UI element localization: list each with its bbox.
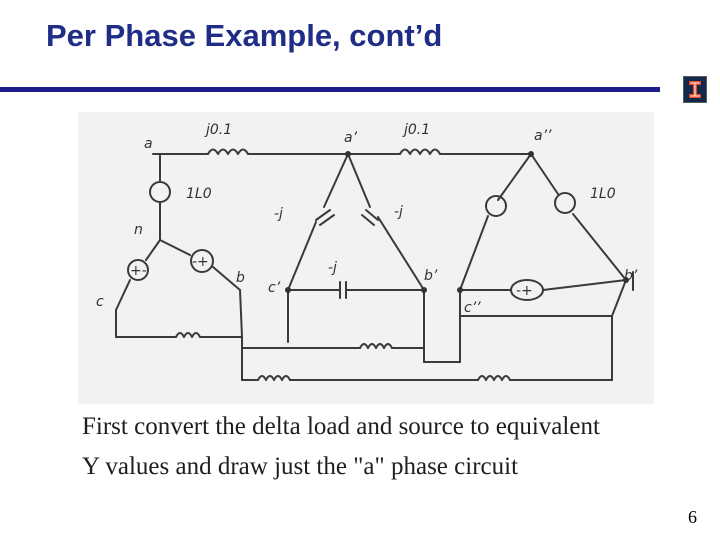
node-label-c: c	[96, 294, 104, 310]
impedance-label-cap-right: -j	[394, 204, 403, 220]
source-polarity-left: +-	[130, 263, 147, 279]
source-label-right: 1L0	[590, 186, 616, 202]
node-label-c1: c’	[268, 280, 281, 296]
slide-title: Per Phase Example, cont’d	[46, 18, 443, 53]
node-label-b2: b’	[624, 268, 638, 284]
circuit-diagram	[78, 112, 654, 404]
impedance-label-cap-left: -j	[274, 206, 283, 222]
source-polarity-bottom: -+	[192, 254, 209, 270]
source-polarity-right: -+	[516, 283, 533, 299]
caption-line-2: Y values and draw just the "a" phase circuit	[82, 453, 519, 480]
caption-line-1: First convert the delta load and source to equivalent	[82, 413, 600, 440]
title-underline	[0, 87, 660, 92]
source-label-left: 1L0	[186, 186, 212, 202]
node-label-c2: c’’	[464, 300, 481, 316]
page-number: 6	[688, 507, 697, 527]
node-label-b: b	[236, 270, 245, 286]
node-label-a1: a’	[344, 130, 358, 146]
impedance-label-line-a1a2: j0.1	[404, 122, 431, 138]
impedance-label-cap-bottom: -j	[328, 260, 337, 276]
node-label-a2: a’’	[534, 128, 552, 144]
impedance-label-line-ab: j0.1	[206, 122, 233, 138]
node-label-n: n	[134, 222, 143, 238]
illinois-logo-icon	[683, 76, 707, 103]
node-label-b1: b’	[424, 268, 438, 284]
node-label-a: a	[144, 136, 153, 152]
